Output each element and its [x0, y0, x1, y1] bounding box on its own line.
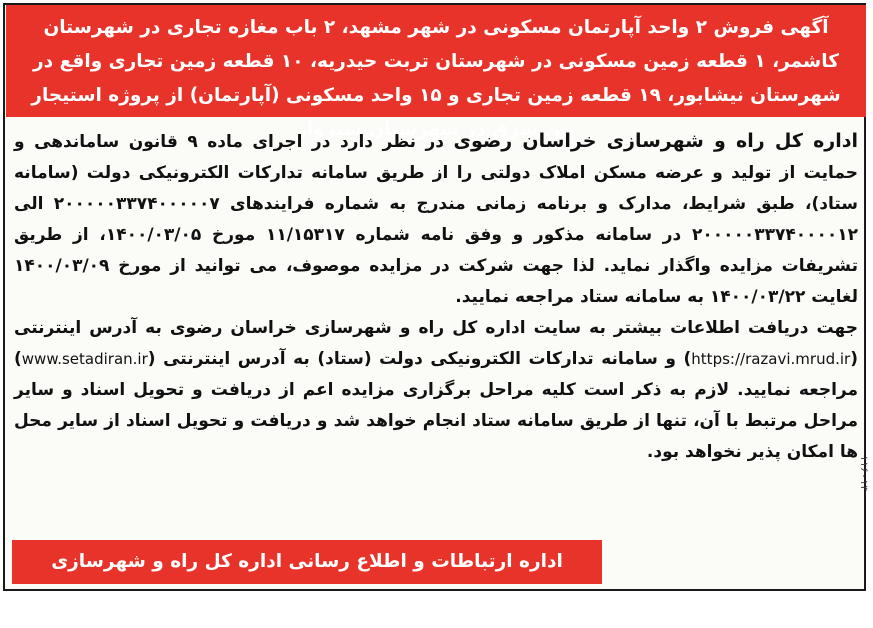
paragraph-1 [14, 126, 858, 313]
razavi-url-link[interactable]: https://razavi.mrud.ir [691, 350, 851, 368]
setadiran-url-link[interactable]: www.setadiran.ir [21, 350, 148, 368]
paragraph-2-part-a: جهت دریافت اطلاعات بیشتر به سایت اداره کل راه و شهرسازی خراسان رضوی به آدرس اینترنتی ( [14, 318, 858, 369]
notice-footer [12, 540, 602, 616]
side-code: ۱۱۶۰۱۳ [858, 455, 869, 492]
paragraph-2 [14, 313, 858, 468]
paragraph-1-text: در نظر دارد در اجرای ماده ۹ قانون ساماندهی و حمایت از تولید و عرضه مسکن املاک دولتی را از طریق سامانه تدارکات الکترونیکی دولت (سامانه ستاد)، طبق شرایط، مدارک و برنامه زمانی مندرج به شماره فرایندهای ۲۰۰۰۰۰۳۳۷۴۰۰۰۰۰۷ الی ۲۰۰۰۰۰۳۳۷۴۰۰۰۰۱۲ در سامانه مذکور و وفق نامه شماره ۱۱/۱۵۳۱۷ مورخ ۱۴۰۰/۰۳/۰۵، از طریق تشریفات مزایده واگذار نماید. لذا جهت شرکت در مزایده موصوف، می توانید از مورخ ۱۴۰۰/۰۳/۰۹ لغایت ۱۴۰۰/۰۳/۲۲ به سامانه ستاد مراجعه نمایید. [14, 132, 859, 307]
notice-header [6, 5, 866, 140]
paragraph-2-part-c: ) مراجعه نمایید. لازم به ذکر است کلیه مراحل برگزاری مزایده اعم از دریافت و تحویل اسناد و سایر مراحل مرتبط با آن، تنها از طریق سامانه ستاد انجام خواهد شد و دریافت و تحویل اسناد از سایر محل ها امکان پذیر نخواهد بود. [14, 349, 858, 462]
notice-title: آگهی فروش ۲ واحد آپارتمان مسکونی در شهر مشهد، ۲ باب مغازه تجاری در شهرستان کاشمر، ۱ قطعه زمین مسکونی در شهرستان تربت حیدریه، ۱۰ قطعه زمین تجاری واقع در شهرستان نیشابور، ۱۹ قطعه زمین تجاری و ۱۵ واحد مسکونی (آپارتمان) از پروژه استیجار بتن شرق در شهرستان سبزوار [31, 17, 841, 140]
organization-name: اداره کل راه و شهرسازی خراسان رضوی [453, 130, 858, 152]
paragraph-2-part-b: ) و سامانه تدارکات الکترونیکی دولت (ستاد) به آدرس اینترنتی ( [147, 349, 692, 369]
notice-body [14, 126, 858, 536]
footer-text: اداره ارتباطات و اطلاع رسانی اداره کل راه و شهرسازی خراسان رضوی [51, 551, 563, 616]
